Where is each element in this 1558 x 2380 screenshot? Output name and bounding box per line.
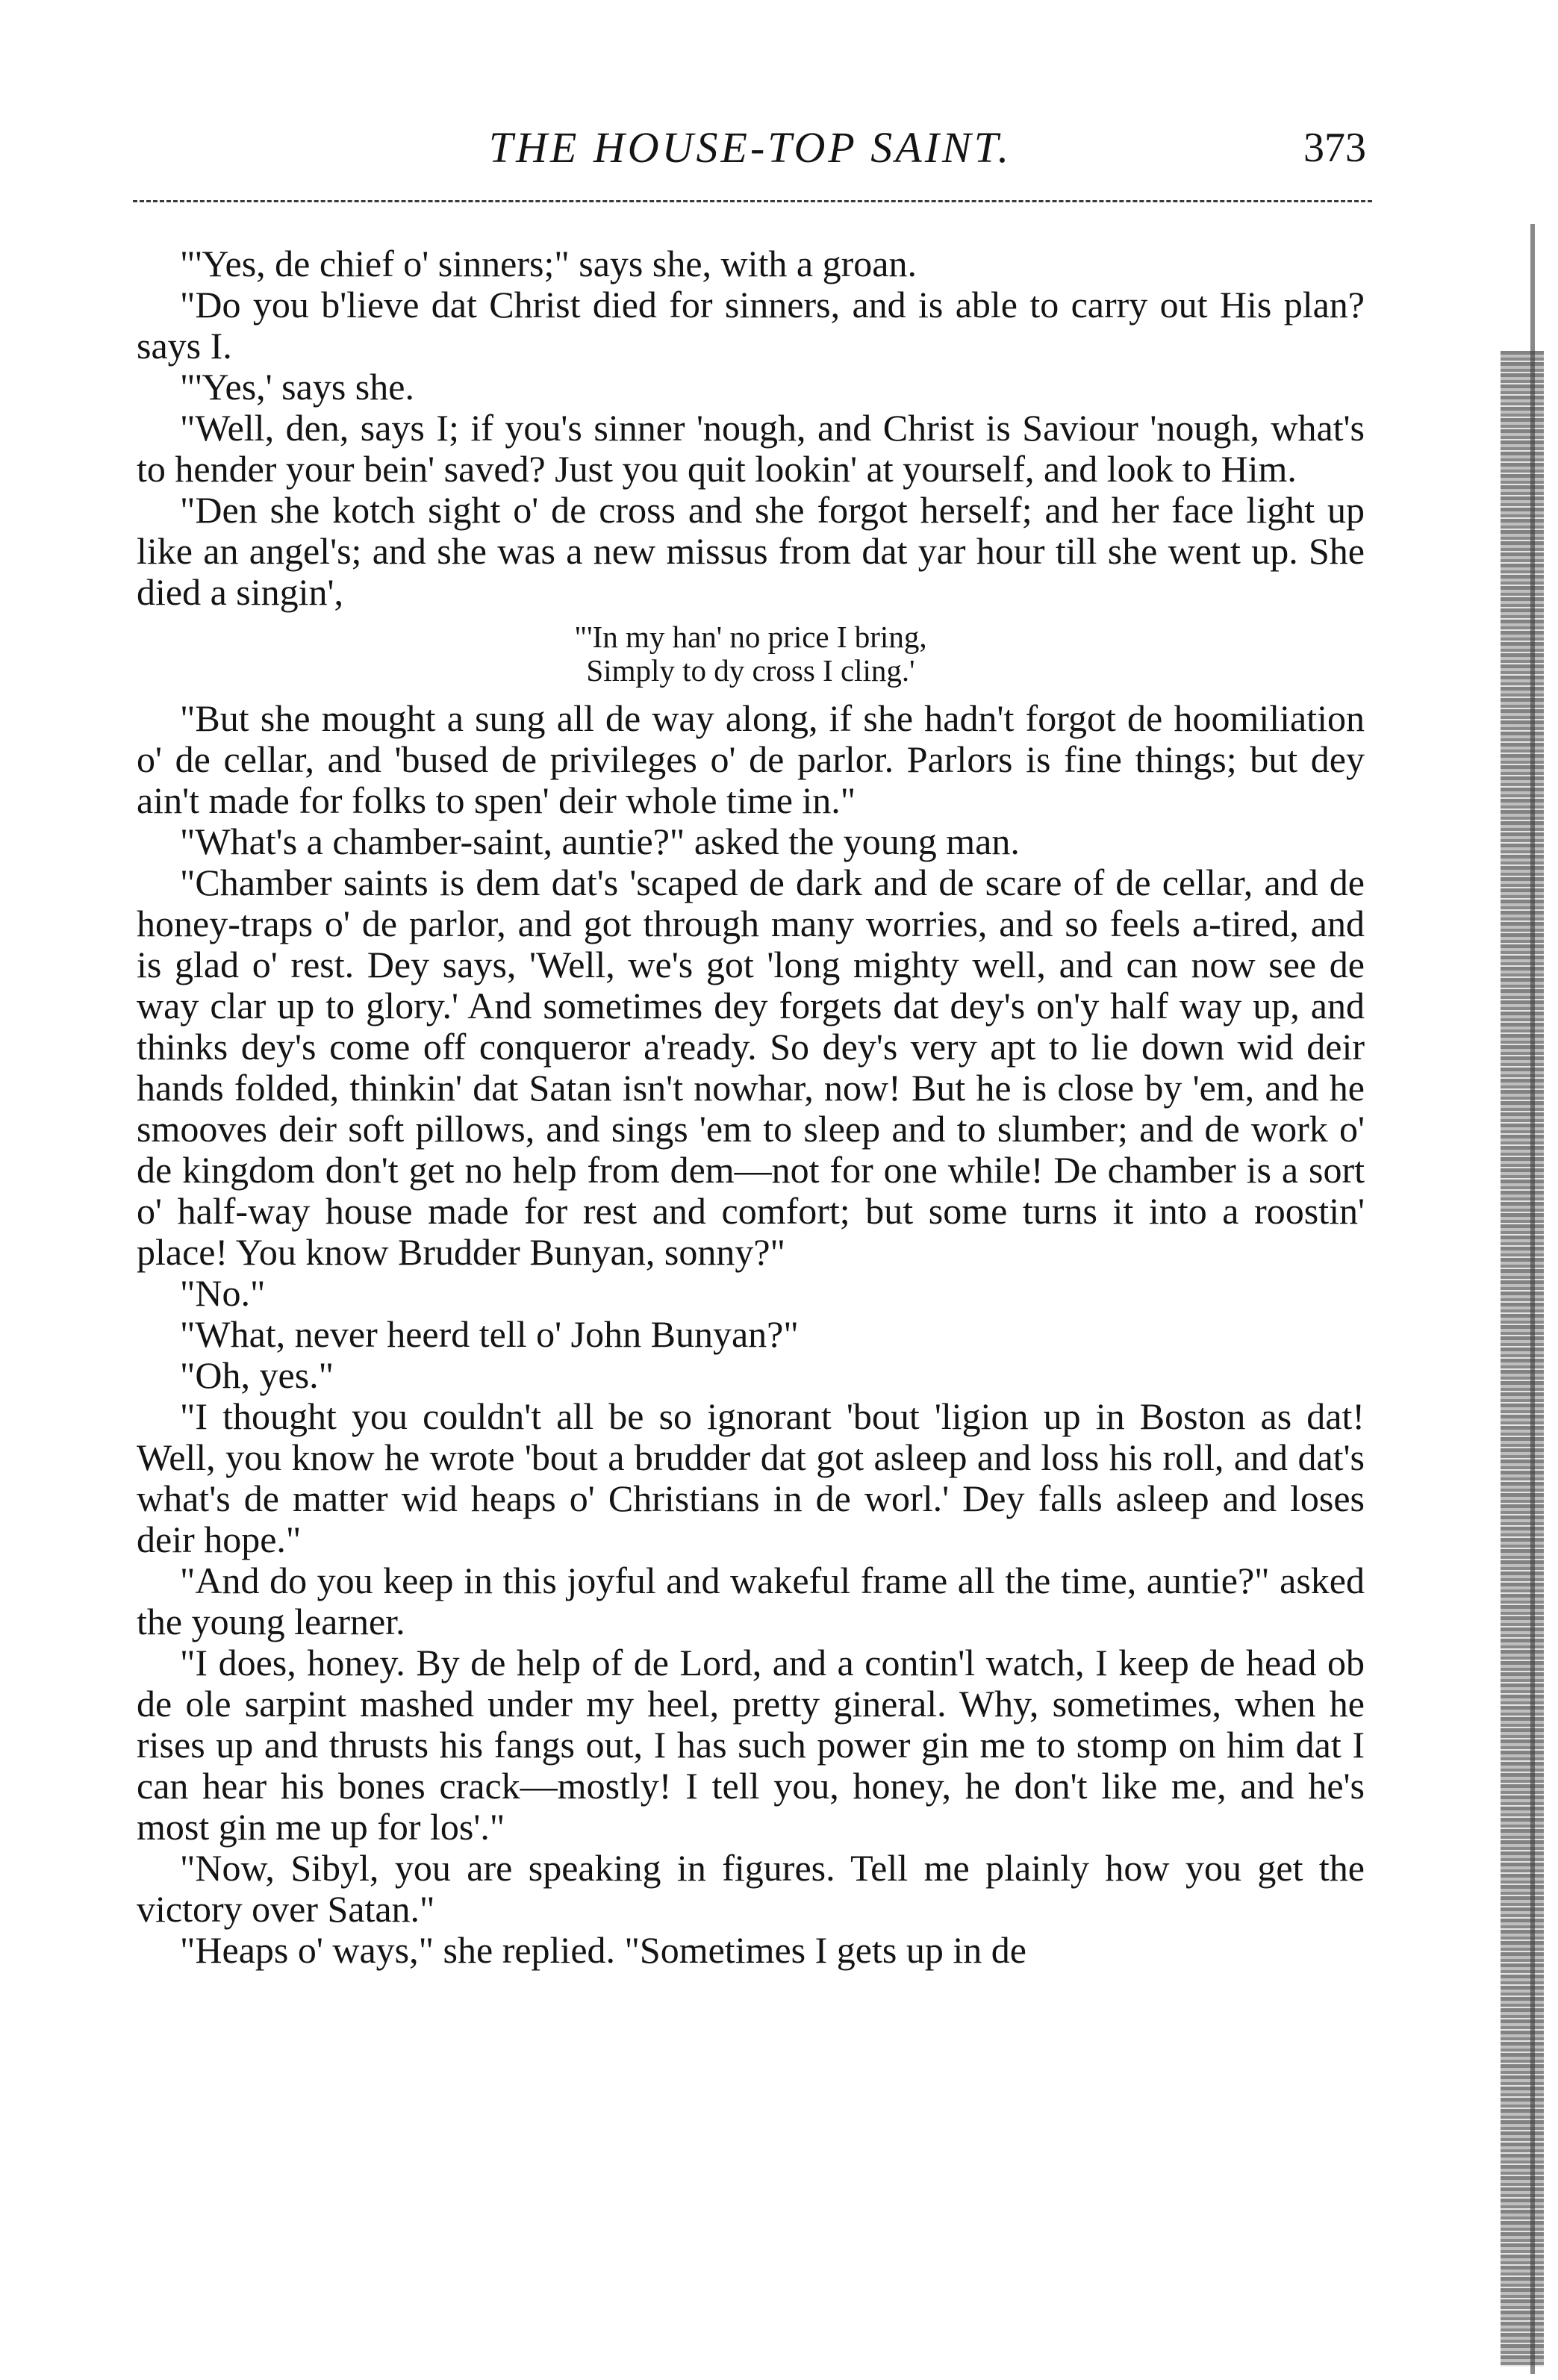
paragraph: "Now, Sibyl, you are speaking in figures. Tell me plainly how you get the victory over Satan." xyxy=(137,1847,1365,1930)
paragraph: "Den she kotch sight o' de cross and she forgot herself; and her face light up like an angel's; and she was a new missus from dat yar hour till she went up. She died a singin', xyxy=(137,489,1365,613)
hymn-line: Simply to dy cross I cling.' xyxy=(586,653,915,688)
page-edge xyxy=(1530,224,1535,2374)
page-body xyxy=(137,243,1365,1971)
running-title: THE HOUSE-TOP SAINT. xyxy=(488,123,1012,172)
page-number: 373 xyxy=(1303,125,1366,171)
paragraph: "I thought you couldn't all be so ignorant 'bout 'ligion up in Boston as dat! Well, you know he wrote 'bout a brudder dat got asleep and loss his roll, and dat's what's de matter wid heaps o' Christians in de worl.' Dey falls asleep and loses deir hope." xyxy=(137,1395,1365,1560)
paragraph: "Chamber saints is dem dat's 'scaped de dark and de scare of de cellar, and de honey-traps o' de parlor, and got through many worries, and so feels a-tired, and is glad o' rest. Dey says, 'Well, we's got 'long mighty well, and can now see de way clar up to glory.' And sometimes dey forgets dat dey's on'y half way up, and thinks dey's come off conqueror a'ready. So dey's very apt to lie down wid deir hands folded, thinkin' dat Satan isn't nowhar, now! But he is close by 'em, and he smooves deir soft pillows, and sings 'em to sleep and to slumber; and de work o' de kingdom don't get no help from dem—not for one while! De chamber is a sort o' half-way house made for rest and comfort; but some turns it into a roostin' place! You know Brudder Bunyan, sonny?" xyxy=(137,862,1365,1273)
paragraph: "What, never heerd tell o' John Bunyan?" xyxy=(180,1313,799,1355)
paragraph: "'Yes,' says she. xyxy=(180,366,414,408)
paragraph: "And do you keep in this joyful and wakeful frame all the time, auntie?" asked the young learner. xyxy=(137,1560,1365,1642)
paragraph: "Well, den, says I; if you's sinner 'nough, and Christ is Saviour 'nough, what's to hender your bein' saved? Just you quit lookin' at yourself, and look to Him. xyxy=(137,407,1365,490)
paragraph: "No." xyxy=(180,1272,266,1314)
paragraph: "'Yes, de chief o' sinners;" says she, with a groan. xyxy=(180,243,917,284)
page-header xyxy=(134,118,1366,178)
binding-gutter xyxy=(1501,351,1544,2367)
header-rule xyxy=(133,200,1372,202)
hymn-line: "'In my han' no price I bring, xyxy=(574,620,927,654)
paragraph: "I does, honey. By de help of de Lord, and a contin'l watch, I keep de head ob de ole sarpint mashed under my heel, pretty gineral. Why, sometimes, when he rises up and thrusts his fangs out, I has such power gin me to stomp on him dat I can hear his bones crack—mostly! I tell you, honey, he don't like me, and he's most gin me up for los'." xyxy=(137,1642,1365,1848)
paragraph: "Do you b'lieve dat Christ died for sinners, and is able to carry out His plan? says I. xyxy=(137,284,1365,367)
paragraph: "What's a chamber-saint, auntie?" asked the young man. xyxy=(180,820,1020,862)
hymn-quote xyxy=(137,620,1365,688)
paragraph: "Heaps o' ways," she replied. "Sometimes I gets up in de xyxy=(180,1929,1026,1971)
paragraph: "Oh, yes." xyxy=(180,1354,334,1396)
paragraph: "But she mought a sung all de way along, if she hadn't forgot de hoomiliation o' de cellar, and 'bused de privileges o' de parlor. Parlors is fine things; but dey ain't made for folks to spen' deir whole time in." xyxy=(137,697,1365,821)
